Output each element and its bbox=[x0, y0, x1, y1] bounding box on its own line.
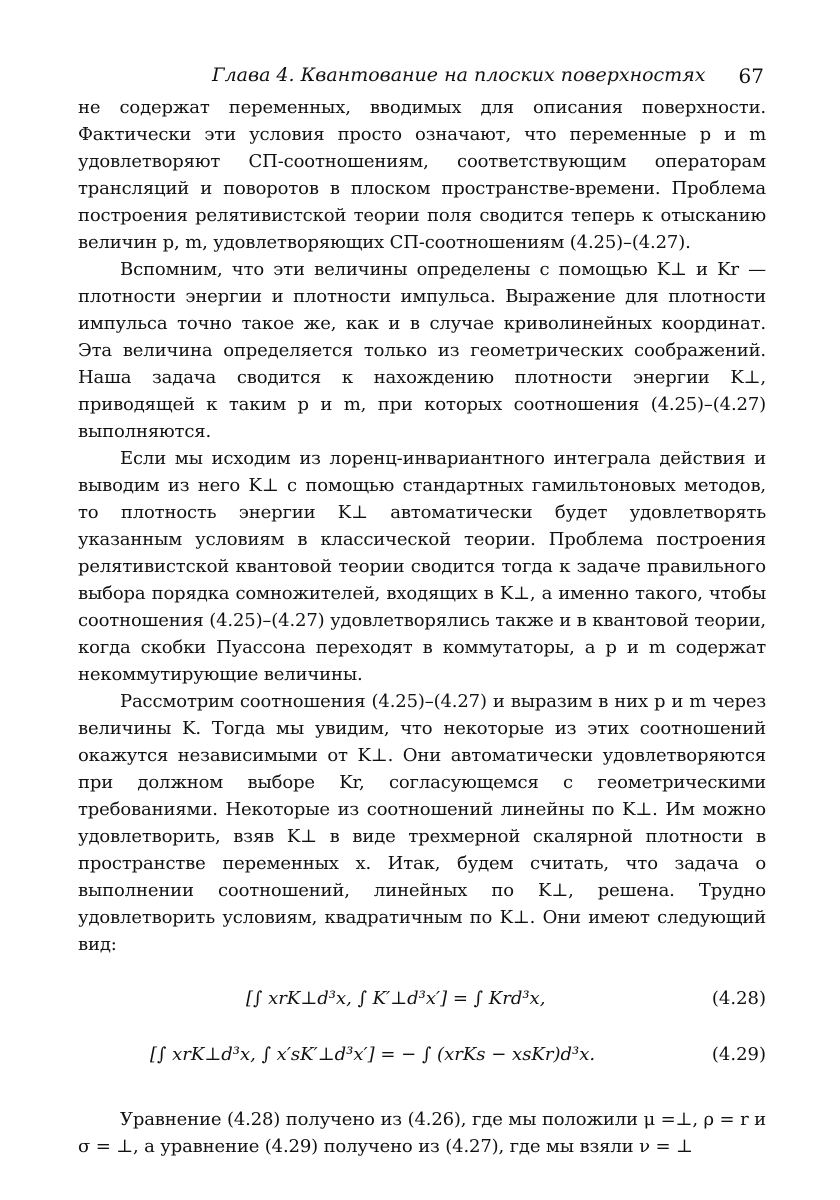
paragraph-5: Уравнение (4.28) получено из (4.26), где мы положили μ =⊥, ρ = r и σ = ⊥, а уравнение (4.29) получено из (4.27), где мы взяли ν = ⊥ bbox=[78, 1109, 766, 1157]
equation-number: (4.29) bbox=[711, 1044, 766, 1065]
equation-formula: [∫ xrK⊥d³x, ∫ K′⊥d³x′] = ∫ Krd³x, bbox=[246, 988, 546, 1009]
equation-number: (4.28) bbox=[711, 988, 766, 1009]
paragraph-4: Рассмотрим соотношения (4.25)–(4.27) и выразим в них p и m через величины K. Тогда мы увидим, что некоторые из этих соотношений окажутся независимыми от K⊥. Они автоматически удовлетворяются при должном выборе Kr, согласующемся с геометрическими требованиями. Некоторые из соотношений линейны по K⊥. Им можно удовлетворить, взяв K⊥ в виде трехмерной скалярной плотности в пространстве переменных x. Итак, будем считать, что задача о выполнении соотношений, линейных по K⊥, решена. Трудно удовлетворить условиям, квадратичным по K⊥. Они имеют следующий вид: bbox=[78, 691, 766, 955]
paragraph-1: не содержат переменных, вводимых для описания поверхности. Фактически эти условия просто означают, что переменные p и m удовлетворяют СП-соотношениям, соответствующим операторам трансляций и поворотов в плоском пространстве-времени. Проблема построения релятивистской теории поля сводится теперь к отысканию величин p, m, удовлетворяющих СП-соотношениям (4.25)–(4.27). bbox=[78, 97, 766, 253]
equation-4-28 bbox=[78, 976, 766, 1032]
equation-4-29 bbox=[78, 1032, 766, 1088]
paragraph-3: Если мы исходим из лоренц-инвариантного интеграла действия и выводим из него K⊥ с помощью стандартных гамильтоновых методов, то плотность энергии K⊥ автоматически будет удовлетворять указанным условиям в классической теории. Проблема построения релятивистской квантовой теории сводится тогда к задаче правильного выбора порядка сомножителей, входящих в K⊥, а именно такого, чтобы соотношения (4.25)–(4.27) удовлетворялись также и в квантовой теории, когда скобки Пуассона переходят в коммутаторы, а p и m содержат некоммутирующие величины. bbox=[78, 448, 766, 685]
body-text bbox=[78, 94, 766, 958]
equation-formula: [∫ xrK⊥d³x, ∫ x′sK′⊥d³x′] = − ∫ (xrKs − xsKr)d³x. bbox=[150, 1044, 596, 1065]
body-text-continued bbox=[78, 1106, 766, 1160]
chapter-title: Глава 4. Квантование на плоских поверхностях bbox=[212, 64, 706, 86]
paragraph-2: Вспомним, что эти величины определены с помощью K⊥ и Kr — плотности энергии и плотности импульса. Выражение для плотности импульса точно такое же, как и в случае криволинейных координат. Эта величина определяется только из геометрических соображений. Наша задача сводится к нахождению плотности энергии K⊥, приводящей к таким p и m, при которых соотношения (4.25)–(4.27) выполняются. bbox=[78, 259, 766, 442]
running-header bbox=[78, 60, 766, 94]
page-number: 67 bbox=[738, 64, 764, 88]
book-page bbox=[78, 60, 766, 1160]
